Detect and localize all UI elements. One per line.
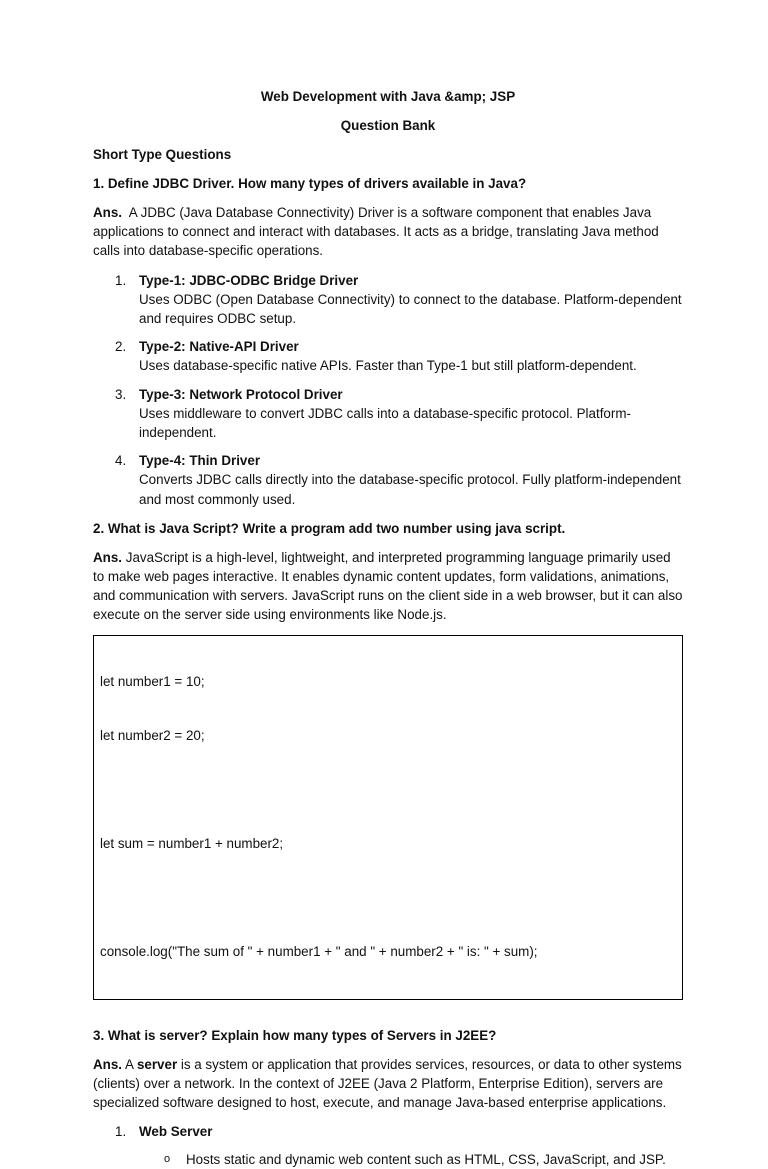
answer-3 <box>93 1055 683 1113</box>
answer-2-text: JavaScript is a high-level, lightweight, and interpreted programming language primarily used to make web pages interactive. It enables dynamic content updates, form validations, animations, and communication with servers. JavaScript runs on the client side in a web browser, but it can also execute on the server side using environments like Node.js. <box>93 549 683 623</box>
answer-label: Ans. <box>93 549 123 565</box>
code-line: console.log("The sum of " + number1 + " and " + number2 + " is: " + sum); <box>100 943 538 959</box>
document-title: Web Development with Java &amp; JSP <box>260 89 516 104</box>
question-3: 3. What is server? Explain how many types of Servers in J2EE? <box>93 1027 497 1043</box>
code-line <box>100 781 676 799</box>
list-item <box>93 271 683 329</box>
list-item-heading: Type-3: Network Protocol Driver <box>139 386 343 402</box>
answer-1 <box>93 203 683 261</box>
code-line: let sum = number1 + number2; <box>100 835 284 851</box>
answer-3-text: is a system or application that provides services, resources, or data to other systems (clients) over a network. In the context of J2EE (Java 2 Platform, Enterprise Edition), servers are specialized software designed to host, execute, and manage Java-based enterprise applications. <box>93 1056 682 1111</box>
list-number: 1. <box>115 1124 127 1140</box>
list-item-description: Uses middleware to convert JDBC calls into a database-specific protocol. Platform-independent. <box>139 405 631 441</box>
answer-3-bold-term: server <box>136 1056 178 1072</box>
document-subtitle: Question Bank <box>340 118 436 133</box>
list-item-description: Converts JDBC calls directly into the database-specific protocol. Fully platform-independent and most commonly used. <box>139 472 681 507</box>
answer-label: Ans. <box>93 1056 123 1072</box>
list-item-heading: Type-4: Thin Driver <box>139 453 261 469</box>
list-number: 2. <box>115 339 127 355</box>
list-item-heading: Web Server <box>139 1124 213 1140</box>
question-2: 2. What is Java Script? Write a program add two number using java script. <box>93 520 566 536</box>
code-line: let number1 = 10; <box>100 673 205 689</box>
bullet-text: Hosts static and dynamic web content such as HTML, CSS, JavaScript, and JSP. <box>186 1152 666 1168</box>
list-number: 3. <box>115 386 127 402</box>
code-block <box>93 635 683 1000</box>
list-item <box>93 385 683 443</box>
list-item <box>93 337 683 375</box>
list-item-description: Uses database-specific native APIs. Faster than Type-1 but still platform-dependent. <box>139 358 637 374</box>
document-page <box>93 88 683 1169</box>
sub-bullet <box>93 1150 683 1169</box>
list-item <box>93 1122 683 1141</box>
code-line <box>100 889 676 907</box>
list-item-heading: Type-1: JDBC-ODBC Bridge Driver <box>139 272 359 288</box>
bullet-icon: o <box>164 1153 171 1166</box>
list-item <box>93 451 683 509</box>
list-number: 1. <box>115 272 127 288</box>
list-number: 4. <box>115 453 127 469</box>
answer-3-pre: A <box>125 1056 137 1072</box>
driver-types-list <box>93 271 683 509</box>
answer-1-text: A JDBC (Java Database Connectivity) Driver is a software component that enables Java applications to connect and interact with databases. It acts as a bridge, translating Java method calls into database-specific operations. <box>93 205 659 259</box>
list-item-description: Uses ODBC (Open Database Connectivity) to connect to the database. Platform-dependent and requires ODBC setup. <box>139 291 682 327</box>
section-heading: Short Type Questions <box>93 147 232 162</box>
answer-2 <box>93 548 683 625</box>
question-1: 1. Define JDBC Driver. How many types of drivers available in Java? <box>93 176 527 191</box>
server-types-list <box>93 1122 683 1141</box>
answer-label: Ans. <box>93 205 123 220</box>
code-line: let number2 = 20; <box>100 727 205 743</box>
list-item-heading: Type-2: Native-API Driver <box>139 339 299 355</box>
